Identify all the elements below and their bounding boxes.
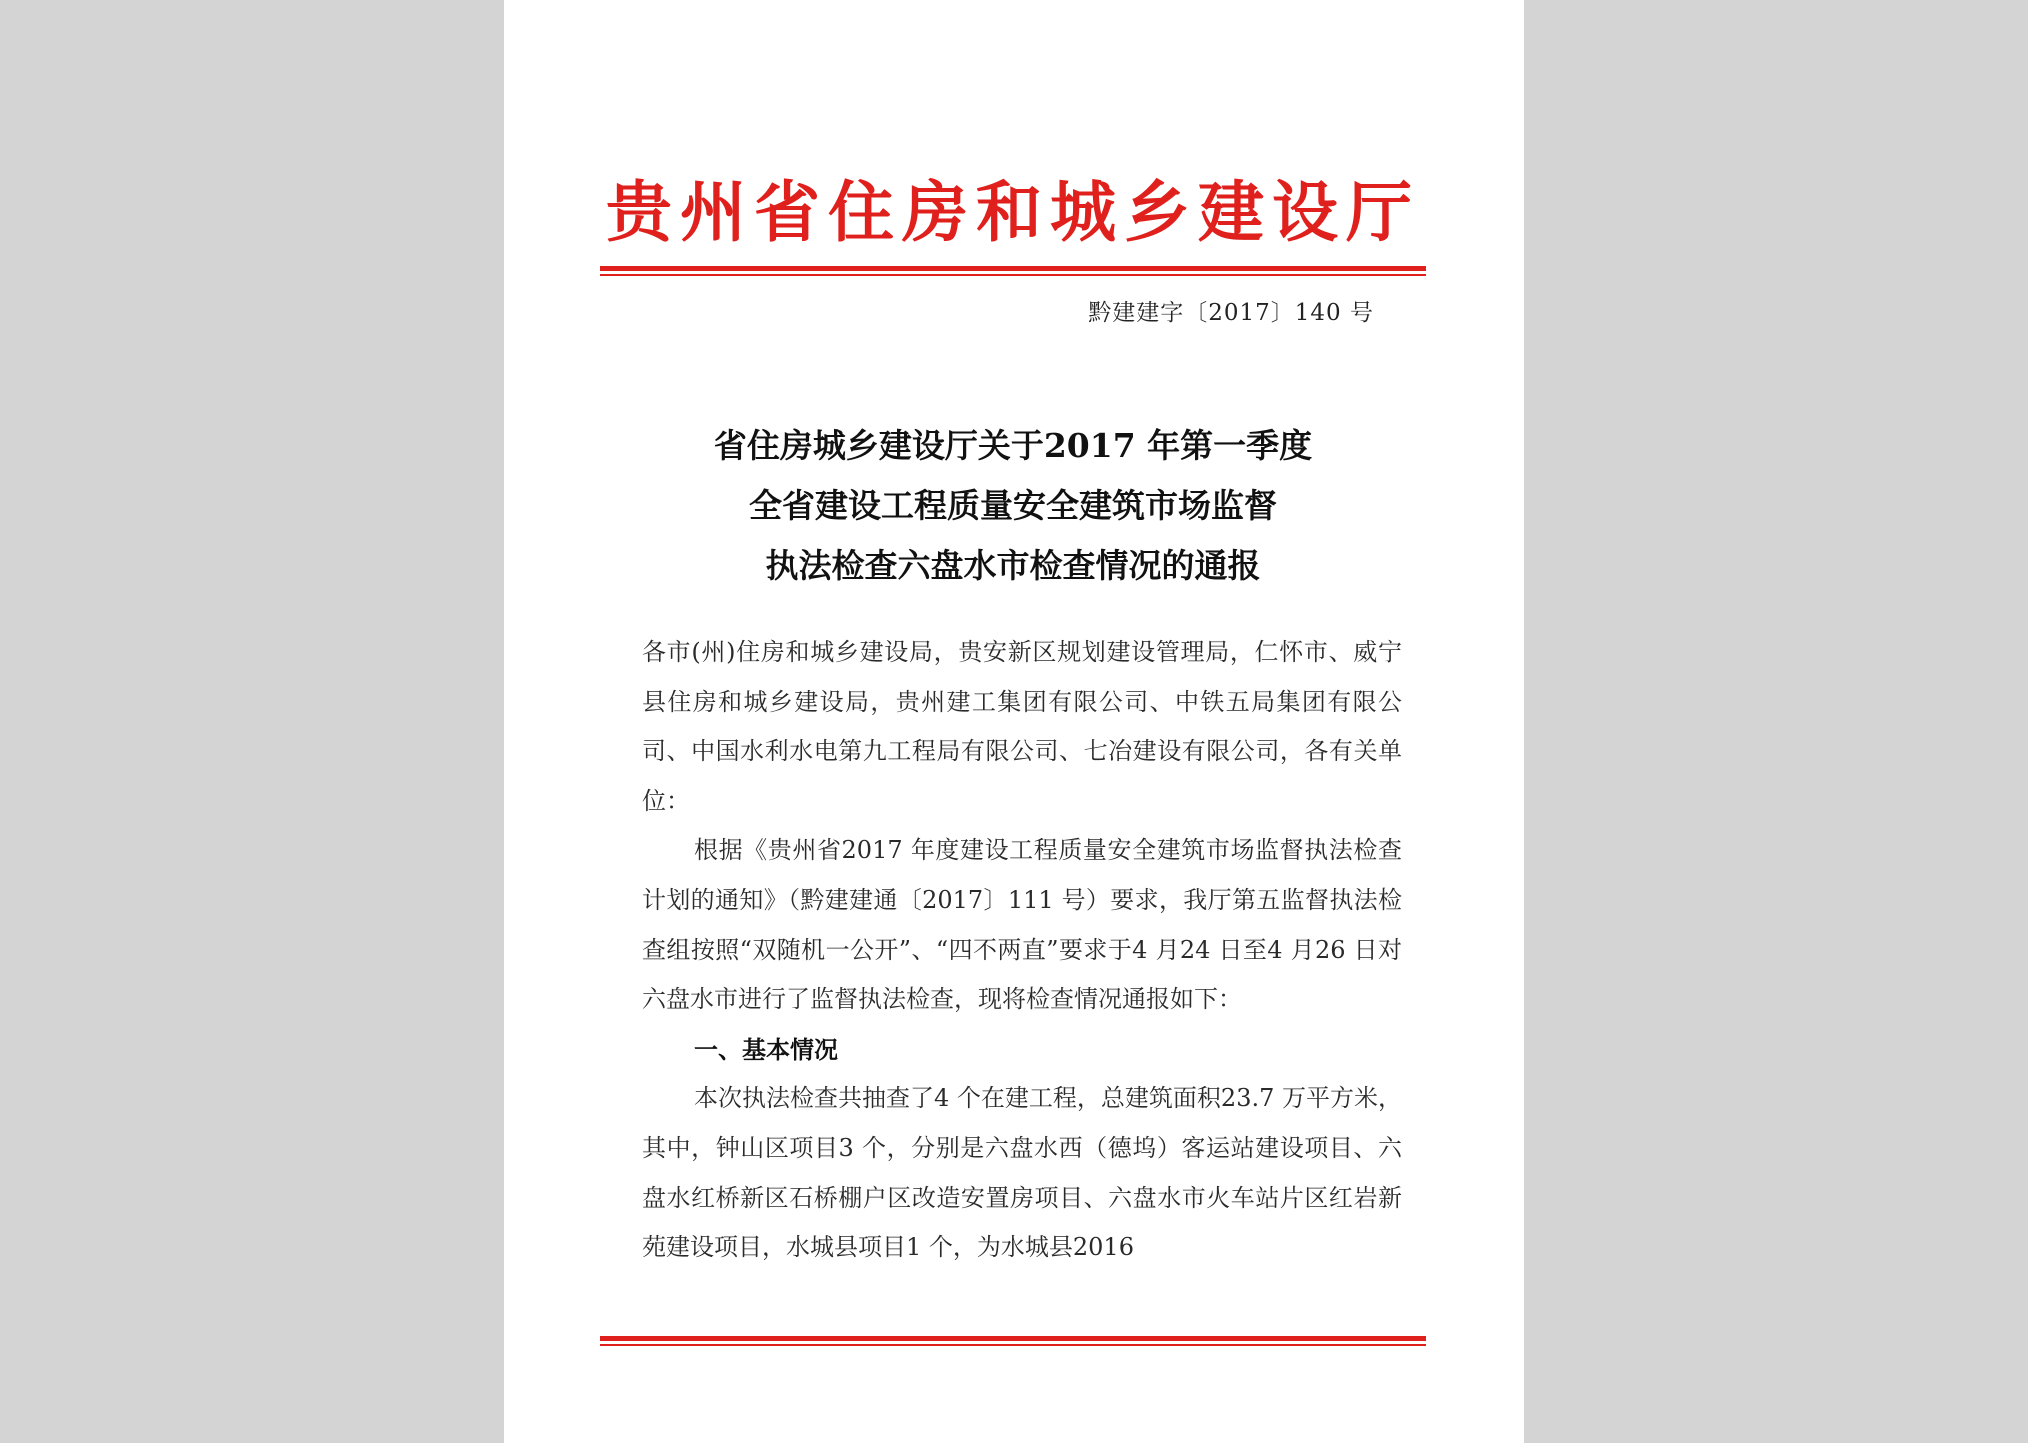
document-page — [504, 0, 1524, 1443]
heading-line: 省住房城乡建设厅关于2017 年第一季度 — [713, 426, 1313, 465]
document-body — [642, 628, 1402, 1273]
document-heading — [600, 416, 1426, 596]
red-rule-thick — [600, 1336, 1426, 1341]
body-paragraph: 本次执法检查共抽查了4 个在建工程，总建筑面积23.7 万平方米，其中，钟山区项目3 个，分别是六盘水西（德坞）客运站建设项目、六盘水红桥新区石桥棚户区改造安置房项目、六盘水市火车站片区红岩新苑建设项目，水城县项目1 个，为水城县2016 — [642, 1084, 1402, 1262]
addressee-paragraph: 各市(州)住房和城乡建设局，贵安新区规划建设管理局，仁怀市、威宁县住房和城乡建设局，贵州建工集团有限公司、中铁五局集团有限公司、中国水利水电第九工程局有限公司、七冶建设有限公司，各有关单位： — [642, 638, 1402, 815]
red-footer-rule — [600, 1336, 1426, 1346]
red-header-rule — [600, 266, 1426, 276]
red-rule-thin — [600, 1344, 1426, 1346]
red-rule-thick — [600, 266, 1426, 271]
document-number: 黔建建字〔2017〕140 号 — [1088, 300, 1374, 326]
agency-title: 贵州省住房和城乡建设厅 — [606, 173, 1420, 251]
red-rule-thin — [600, 274, 1426, 276]
body-paragraph: 根据《贵州省2017 年度建设工程质量安全建筑市场监督执法检查计划的通知》（黔建建通〔2017〕111 号）要求，我厅第五监督执法检查组按照“双随机一公开”、“四不两直”要求于4 月24 日至4 月26 日对六盘水市进行了监督执法检查，现将检查情况通报如下： — [642, 836, 1402, 1014]
heading-line: 全省建设工程质量安全建筑市场监督 — [749, 486, 1277, 525]
section-title: 一、基本情况 — [694, 1034, 838, 1064]
heading-line: 执法检查六盘水市检查情况的通报 — [765, 546, 1261, 585]
